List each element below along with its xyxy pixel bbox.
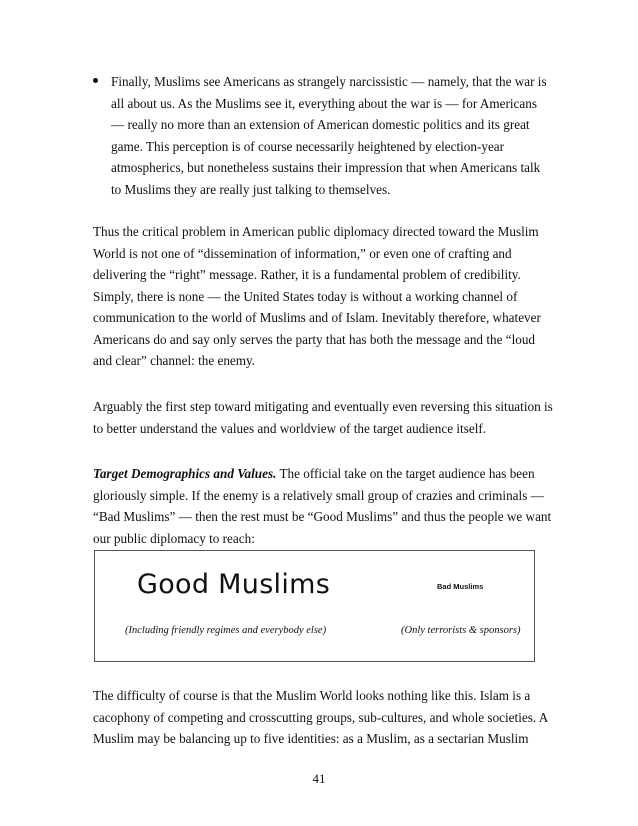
bullet-point-icon <box>93 78 98 83</box>
bad-muslims-caption: (Only terrorists & sponsors) <box>401 625 521 636</box>
good-muslims-caption: (Including friendly regimes and everybody else) <box>125 625 327 636</box>
paragraph-target-demographics-body: The official take on the target audience has been gloriously simple. If the enemy is a relatively small group of crazies and criminals — “Bad Muslims” — then the rest must be “Good Muslims” and thus the people we want our public diplomacy to reach: <box>93 466 552 546</box>
good-bad-muslims-diagram <box>94 550 535 662</box>
section-heading-inline: Target Demographics and Values. <box>93 466 277 481</box>
bad-muslims-label: Bad Muslims <box>437 582 484 591</box>
paragraph-difficulty: The difficulty of course is that the Muslim World looks nothing like this. Islam is a cacophony of competing and crosscutting groups, sub-cultures, and whole societies. A Muslim may be balancing up to five identities: as a Muslim, as a sectarian Muslim <box>93 688 548 746</box>
page-number: 41 <box>312 771 326 786</box>
paragraph-target-demographics <box>93 463 553 549</box>
good-muslims-label: Good Muslims <box>137 569 331 600</box>
paragraph-credibility: Thus the critical problem in American public diplomacy directed toward the Muslim World is not one of “dissemination of information,” or even one of crafting and delivering the “right” message. Rather, it is a fundamental problem of credibility. Simply, there is none — the United States today is without a working channel of communication to the world of Muslims and of Islam. Inevitably therefore, whatever Americans do and say only serves the party that has both the message and the “loud and clear” channel: the enemy. <box>93 224 541 368</box>
bullet-item <box>93 71 553 200</box>
paragraph-first-step: Arguably the first step toward mitigating and eventually even reversing this situation is to better understand the values and worldview of the target audience itself. <box>93 399 553 436</box>
bullet-text: Finally, Muslims see Americans as strangely narcissistic — namely, that the war is all about us. As the Muslims see it, everything about the war is — for Americans — really no more than an extension of American domestic politics and its great game. This perception is of course necessarily heightened by election-year atmospherics, but nonetheless sustains their impression that when Americans talk to Muslims they are really just talking to themselves. <box>111 74 547 197</box>
